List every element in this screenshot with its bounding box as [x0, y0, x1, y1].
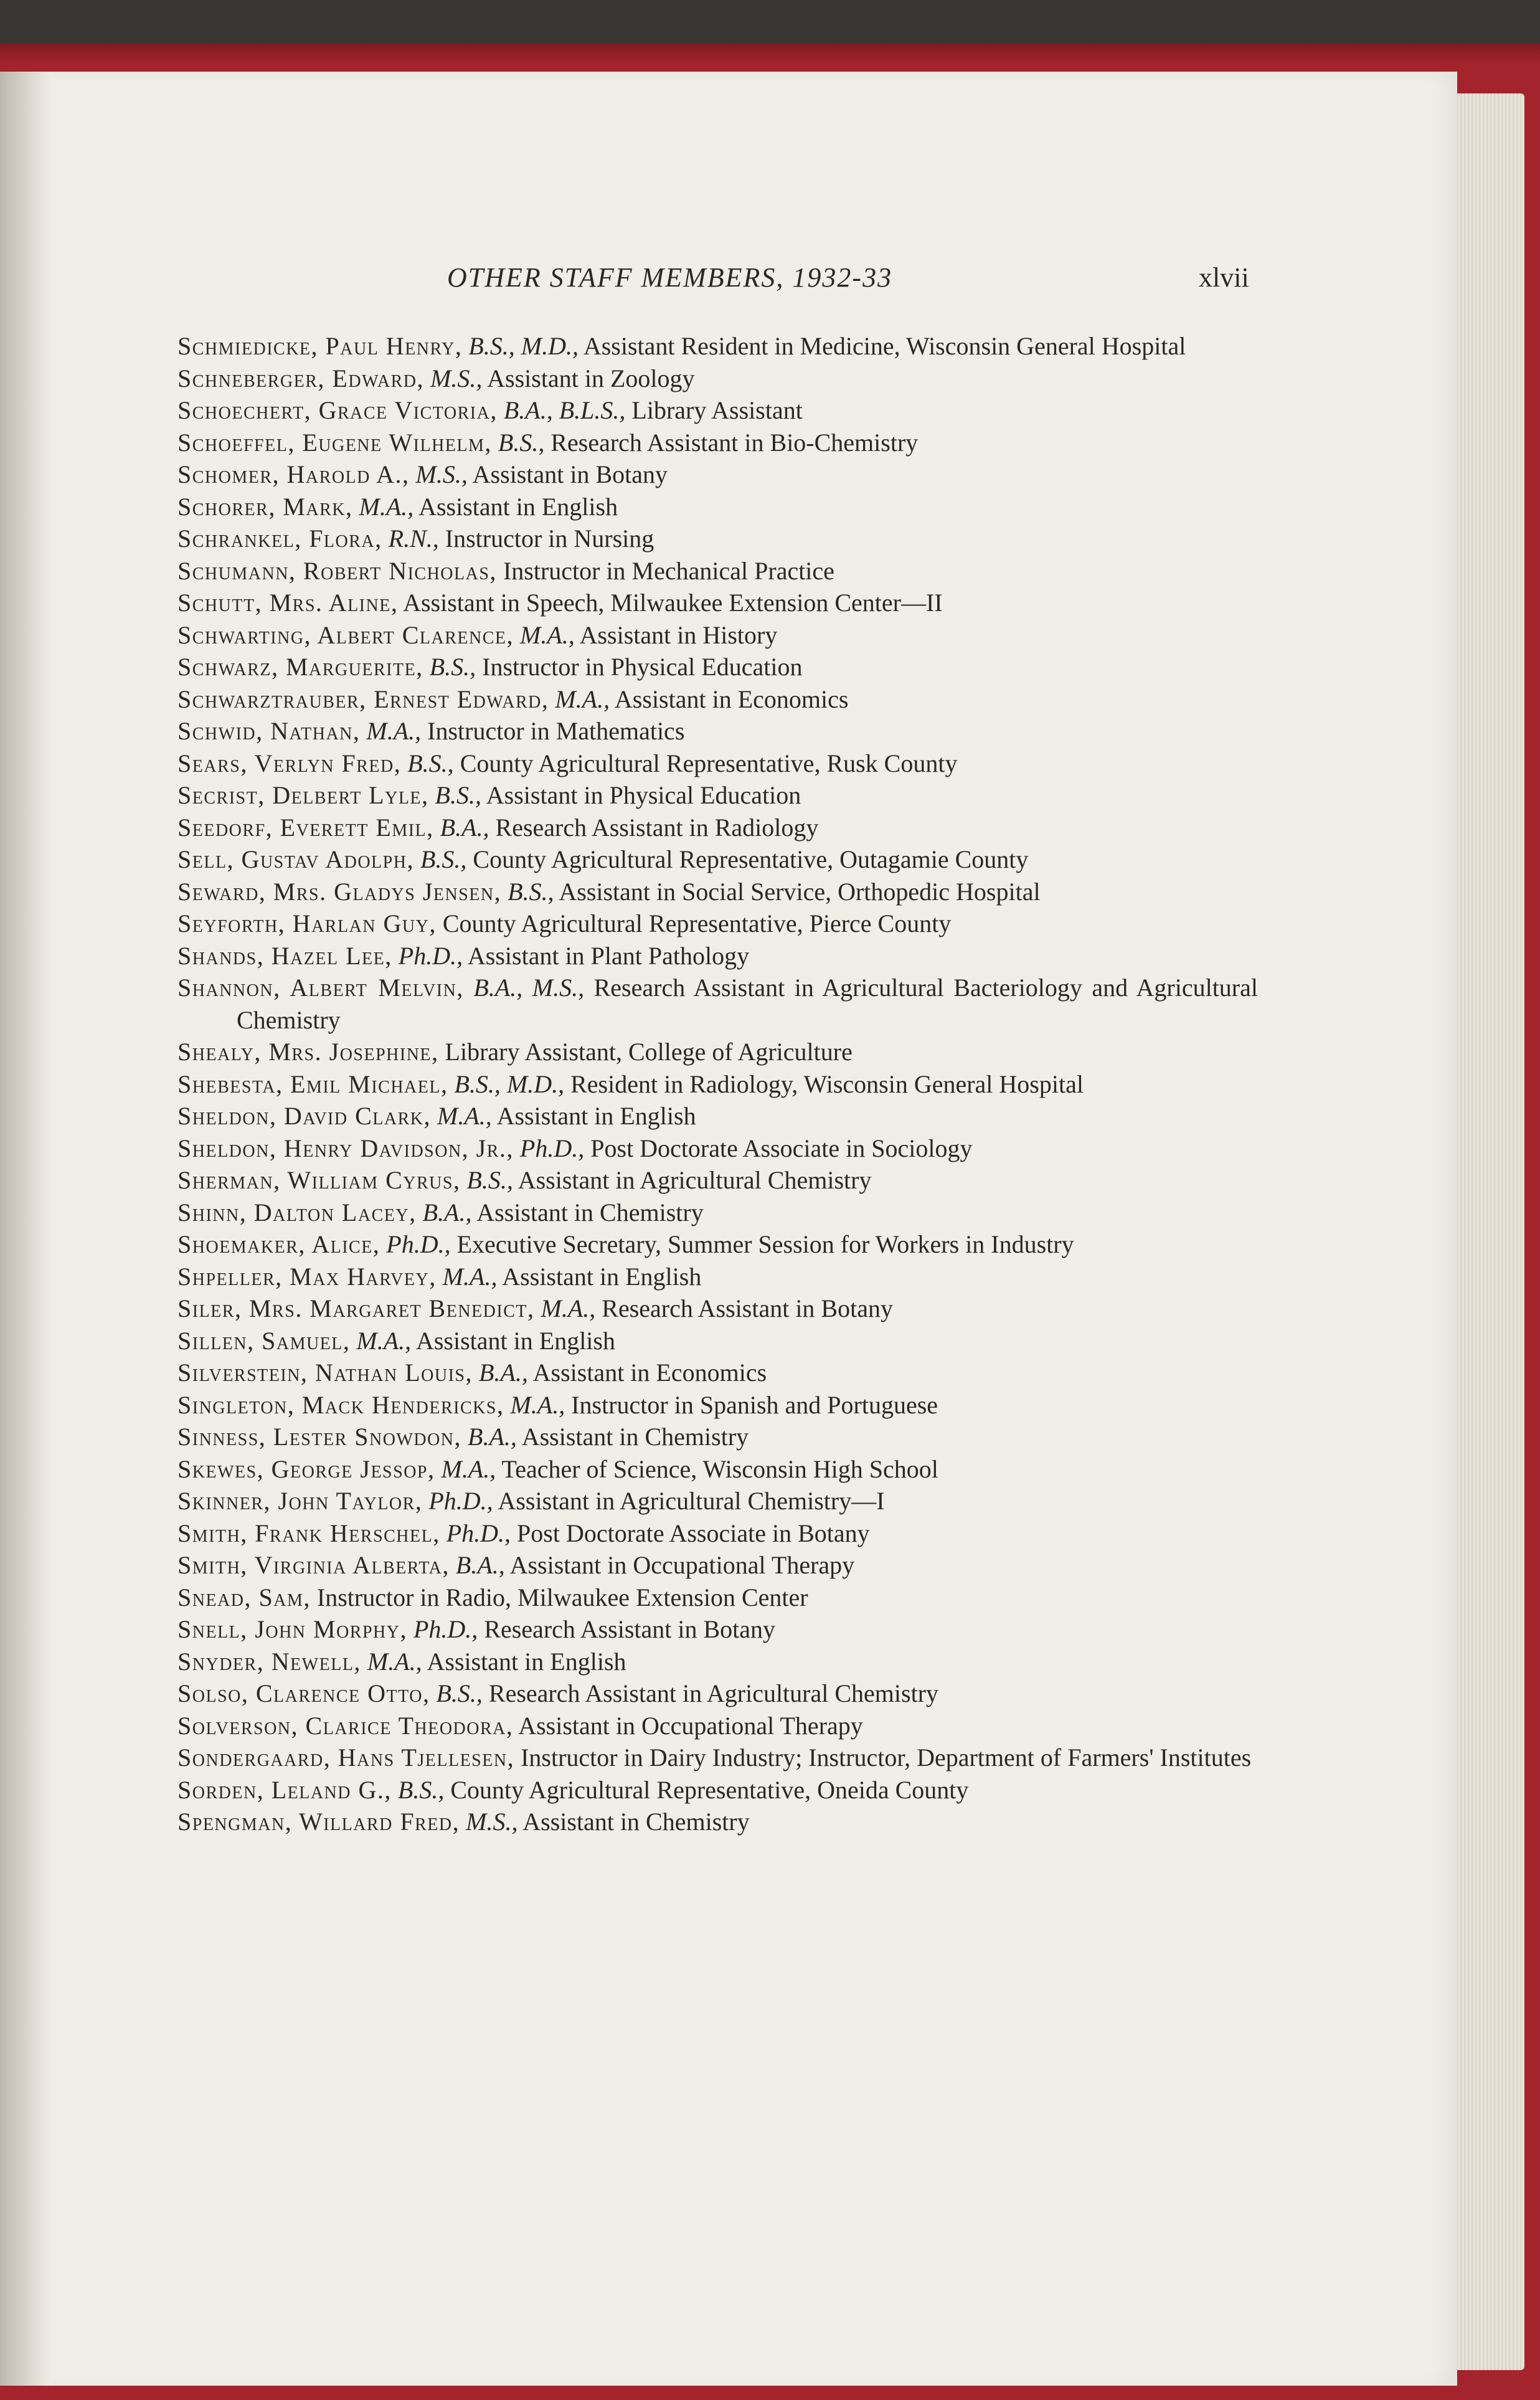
staff-degree: Ph.D.,: [446, 1519, 511, 1547]
staff-position: Assistant in History: [579, 620, 778, 649]
staff-name: Secrist, Delbert Lyle,: [177, 781, 429, 809]
staff-degree: M.A.,: [510, 1390, 565, 1419]
staff-degree: B.S.,: [407, 749, 454, 777]
staff-entry: [177, 1292, 1258, 1325]
staff-position: Instructor in Nursing: [445, 524, 654, 553]
staff-entry: [177, 523, 1258, 555]
staff-entry: [177, 683, 1258, 716]
page-number: xlvii: [1199, 262, 1249, 293]
staff-position: Assistant in Chemistry: [521, 1423, 749, 1451]
staff-name: Schoeffel, Eugene Wilhelm,: [177, 428, 492, 457]
staff-degree: B.S.,: [420, 845, 467, 873]
staff-name: Seward, Mrs. Gladys Jensen,: [177, 877, 502, 906]
staff-entry: [177, 1261, 1258, 1293]
staff-position: Assistant in Occupational Therapy: [518, 1711, 863, 1740]
staff-entry: [177, 908, 1258, 940]
staff-name: Sheldon, David Clark,: [177, 1102, 431, 1130]
staff-name: Shands, Hazel Lee,: [177, 941, 392, 970]
staff-name: Schwarting, Albert Clarence,: [177, 620, 514, 649]
staff-entry: [177, 1710, 1258, 1742]
staff-entry: [177, 1677, 1258, 1710]
staff-degree: B.A., M.S.,: [473, 974, 585, 1002]
staff-entry: [177, 555, 1258, 587]
staff-position: Assistant in English: [502, 1262, 702, 1291]
staff-position: Instructor in Physical Education: [482, 653, 803, 681]
staff-entry: [177, 1774, 1258, 1806]
staff-entry: [177, 812, 1258, 844]
staff-position: Assistant in Chemistry: [522, 1808, 750, 1836]
staff-degree: M.A.,: [437, 1102, 492, 1130]
staff-name: Shoemaker, Alice,: [177, 1230, 380, 1258]
staff-degree: M.A.,: [367, 1647, 422, 1676]
staff-entry: [177, 747, 1258, 780]
staff-entry: [177, 876, 1258, 908]
staff-degree: M.S.,: [466, 1808, 518, 1836]
staff-position: Assistant in Economics: [614, 685, 849, 713]
staff-entry: [177, 1068, 1258, 1101]
staff-degree: Ph.D.,: [428, 1487, 493, 1515]
staff-entry: [177, 1742, 1258, 1774]
staff-name: Schmiedicke, Paul Henry,: [177, 332, 463, 360]
staff-entry: [177, 972, 1258, 1036]
staff-entry: [177, 1485, 1258, 1517]
staff-entry: [177, 363, 1258, 395]
staff-position: Assistant in Economics: [532, 1359, 767, 1387]
staff-entry: [177, 940, 1258, 972]
staff-position: Research Assistant in Bio-Chemistry: [550, 428, 919, 457]
staff-entry: [177, 1132, 1258, 1165]
staff-position: Library Assistant, College of Agriculture: [445, 1038, 853, 1066]
staff-entry: [177, 1549, 1258, 1582]
staff-degree: B.A.,: [440, 813, 489, 842]
staff-position: Assistant in English: [418, 492, 618, 521]
staff-degree: B.S.,: [435, 781, 481, 809]
staff-name: Singleton, Mack Hendericks,: [177, 1390, 504, 1419]
staff-degree: B.A.,: [478, 1359, 528, 1387]
staff-entry: [177, 1646, 1258, 1678]
staff-name: Snyder, Newell,: [177, 1647, 361, 1676]
staff-degree: B.S.,: [429, 653, 476, 681]
staff-entry: [177, 394, 1258, 427]
staff-entry: [177, 1421, 1258, 1453]
staff-degree: Ph.D.,: [398, 941, 463, 970]
staff-name: Siler, Mrs. Margaret Benedict,: [177, 1294, 535, 1322]
staff-name: Spengman, Willard Fred,: [177, 1808, 460, 1836]
staff-position: Post Doctorate Associate in Sociology: [590, 1134, 973, 1162]
staff-entry: [177, 491, 1258, 523]
staff-degree: M.A.,: [366, 717, 422, 745]
staff-name: Schrankel, Flora,: [177, 524, 382, 553]
staff-name: Schumann, Robert Nicholas,: [177, 556, 497, 585]
staff-entry: [177, 1582, 1258, 1614]
staff-entry: [177, 1325, 1258, 1357]
staff-degree: B.S.,: [508, 877, 554, 906]
staff-position: Assistant in Speech, Milwaukee Extension Center—II: [403, 589, 943, 617]
staff-name: Sinness, Lester Snowdon,: [177, 1423, 462, 1451]
staff-position: Library Assistant: [631, 396, 803, 424]
staff-position: Research Assistant in Botany: [484, 1615, 776, 1643]
staff-list: [177, 330, 1258, 1838]
staff-degree: B.S.,: [436, 1679, 483, 1707]
staff-position: Resident in Radiology, Wisconsin General Hospital: [570, 1070, 1084, 1098]
staff-position: County Agricultural Representative, Rusk County: [460, 749, 958, 777]
staff-name: Snead, Sam,: [177, 1583, 311, 1611]
staff-entry: [177, 1228, 1258, 1261]
staff-name: Skinner, John Taylor,: [177, 1487, 423, 1515]
staff-position: Instructor in Mathematics: [427, 717, 685, 745]
staff-position: Assistant in Botany: [472, 460, 668, 488]
staff-name: Smith, Frank Herschel,: [177, 1519, 440, 1547]
staff-degree: B.S.,: [397, 1775, 445, 1804]
staff-name: Silverstein, Nathan Louis,: [177, 1359, 473, 1387]
staff-entry: [177, 1100, 1258, 1132]
staff-position: Executive Secretary, Summer Session for Workers in Industry: [456, 1230, 1074, 1258]
staff-position: Assistant in Physical Education: [486, 781, 801, 809]
staff-entry: [177, 1453, 1258, 1486]
staff-name: Seedorf, Everett Emil,: [177, 813, 434, 842]
staff-position: Research Assistant in Agricultural Chemistry: [488, 1679, 939, 1707]
staff-name: Sillen, Samuel,: [177, 1326, 351, 1355]
cover-edge: [0, 44, 1540, 65]
staff-entry: [177, 587, 1258, 619]
staff-entry: [177, 715, 1258, 747]
staff-entry: [177, 1357, 1258, 1389]
staff-degree: B.S., M.D.,: [454, 1070, 565, 1098]
running-title: OTHER STAFF MEMBERS, 1932-33: [447, 262, 893, 293]
staff-position: County Agricultural Representative, Oneida County: [450, 1775, 969, 1804]
staff-position: Assistant in Social Service, Orthopedic Hospital: [559, 877, 1041, 906]
staff-name: Shannon, Albert Melvin,: [177, 974, 464, 1002]
staff-degree: B.S., M.D.,: [468, 332, 579, 360]
staff-degree: B.A.,: [468, 1423, 517, 1451]
staff-name: Snell, John Morphy,: [177, 1615, 407, 1643]
staff-entry: [177, 1164, 1258, 1197]
staff-entry: [177, 1389, 1258, 1421]
staff-name: Solverson, Clarice Theodora,: [177, 1711, 514, 1740]
staff-name: Sherman, William Cyrus,: [177, 1166, 461, 1194]
staff-degree: B.A.,: [455, 1551, 505, 1579]
staff-position: Instructor in Dairy Industry; Instructor, Department of Farmers' Institutes: [521, 1743, 1252, 1772]
staff-position: Assistant in Agricultural Chemistry: [517, 1166, 872, 1194]
staff-degree: B.A., B.L.S.,: [503, 396, 626, 424]
staff-name: Shebesta, Emil Michael,: [177, 1070, 448, 1098]
staff-degree: M.A.,: [541, 1294, 596, 1322]
staff-position: Assistant in Zoology: [487, 364, 695, 392]
staff-entry: [177, 330, 1258, 363]
staff-name: Schwarz, Marguerite,: [177, 653, 423, 681]
staff-name: Schwarztrauber, Ernest Edward,: [177, 685, 549, 713]
staff-entry: [177, 1036, 1258, 1068]
staff-entry: [177, 619, 1258, 652]
staff-degree: M.A.,: [356, 1326, 412, 1355]
staff-position: Teacher of Science, Wisconsin High School: [501, 1454, 938, 1483]
staff-position: Instructor in Mechanical Practice: [503, 556, 834, 585]
staff-entry: [177, 1806, 1258, 1838]
staff-entry: [177, 651, 1258, 683]
staff-degree: B.A.,: [422, 1198, 472, 1226]
staff-name: Skewes, George Jessop,: [177, 1454, 435, 1483]
staff-name: Sheldon, Henry Davidson, Jr.,: [177, 1134, 514, 1162]
staff-name: Shealy, Mrs. Josephine,: [177, 1038, 439, 1066]
staff-position: County Agricultural Representative, Outagamie County: [473, 845, 1029, 873]
staff-degree: Ph.D.,: [413, 1615, 478, 1643]
staff-position: Instructor in Spanish and Portuguese: [571, 1390, 938, 1419]
staff-name: Shpeller, Max Harvey,: [177, 1262, 437, 1291]
staff-position: Assistant in English: [415, 1326, 615, 1355]
staff-position: Assistant in Plant Pathology: [467, 941, 750, 970]
staff-position: Post Doctorate Associate in Botany: [517, 1519, 870, 1547]
staff-entry: [177, 843, 1258, 876]
staff-entry: [177, 427, 1258, 459]
staff-position: Assistant in English: [427, 1647, 626, 1676]
staff-degree: R.N.,: [388, 524, 439, 553]
staff-name: Schutt, Mrs. Aline,: [177, 589, 399, 617]
staff-position: Instructor in Radio, Milwaukee Extension Center: [316, 1583, 808, 1611]
staff-entry: [177, 458, 1258, 491]
staff-name: Schwid, Nathan,: [177, 717, 361, 745]
staff-degree: Ph.D.,: [519, 1134, 585, 1162]
staff-name: Schoechert, Grace Victoria,: [177, 396, 498, 424]
staff-name: Schomer, Harold A.,: [177, 460, 410, 488]
staff-position: Assistant Resident in Medicine, Wisconsin General Hospital: [583, 332, 1186, 360]
staff-degree: M.A.,: [359, 492, 414, 521]
running-head: [0, 262, 1457, 299]
staff-degree: M.A.,: [442, 1262, 498, 1291]
staff-name: Schneberger, Edward,: [177, 364, 425, 392]
staff-position: Assistant in English: [496, 1102, 696, 1130]
staff-degree: B.S.,: [466, 1166, 513, 1194]
staff-degree: M.A.,: [520, 620, 575, 649]
staff-degree: M.A.,: [441, 1454, 496, 1483]
staff-entry: [177, 1197, 1258, 1229]
staff-position: Assistant in Occupational Therapy: [509, 1551, 855, 1579]
staff-position: County Agricultural Representative, Pierce County: [442, 909, 952, 937]
staff-entry: [177, 779, 1258, 812]
staff-degree: M.S.,: [415, 460, 468, 488]
staff-position: Research Assistant in Radiology: [495, 813, 819, 842]
staff-name: Shinn, Dalton Lacey,: [177, 1198, 417, 1226]
staff-degree: M.S.,: [430, 364, 483, 392]
staff-name: Sondergaard, Hans Tjellesen,: [177, 1743, 515, 1772]
staff-position: Research Assistant in Agricultural Bacteriology and Agricultural Chemistry: [237, 974, 1258, 1034]
page-gutter: [0, 72, 53, 2386]
staff-position: Assistant in Agricultural Chemistry—I: [498, 1487, 885, 1515]
staff-entry: [177, 1613, 1258, 1646]
staff-position: Research Assistant in Botany: [602, 1294, 893, 1322]
staff-name: Sears, Verlyn Fred,: [177, 749, 402, 777]
staff-name: Solso, Clarence Otto,: [177, 1679, 430, 1707]
staff-name: Sorden, Leland G.,: [177, 1775, 392, 1804]
staff-name: Schorer, Mark,: [177, 492, 353, 521]
staff-degree: Ph.D.,: [386, 1230, 451, 1258]
staff-degree: B.S.,: [498, 428, 545, 457]
staff-name: Smith, Virginia Alberta,: [177, 1551, 450, 1579]
staff-degree: M.A.,: [555, 685, 610, 713]
staff-name: Seyforth, Harlan Guy,: [177, 909, 437, 937]
staff-entry: [177, 1517, 1258, 1550]
staff-position: Assistant in Chemistry: [476, 1198, 704, 1226]
staff-name: Sell, Gustav Adolph,: [177, 845, 414, 873]
